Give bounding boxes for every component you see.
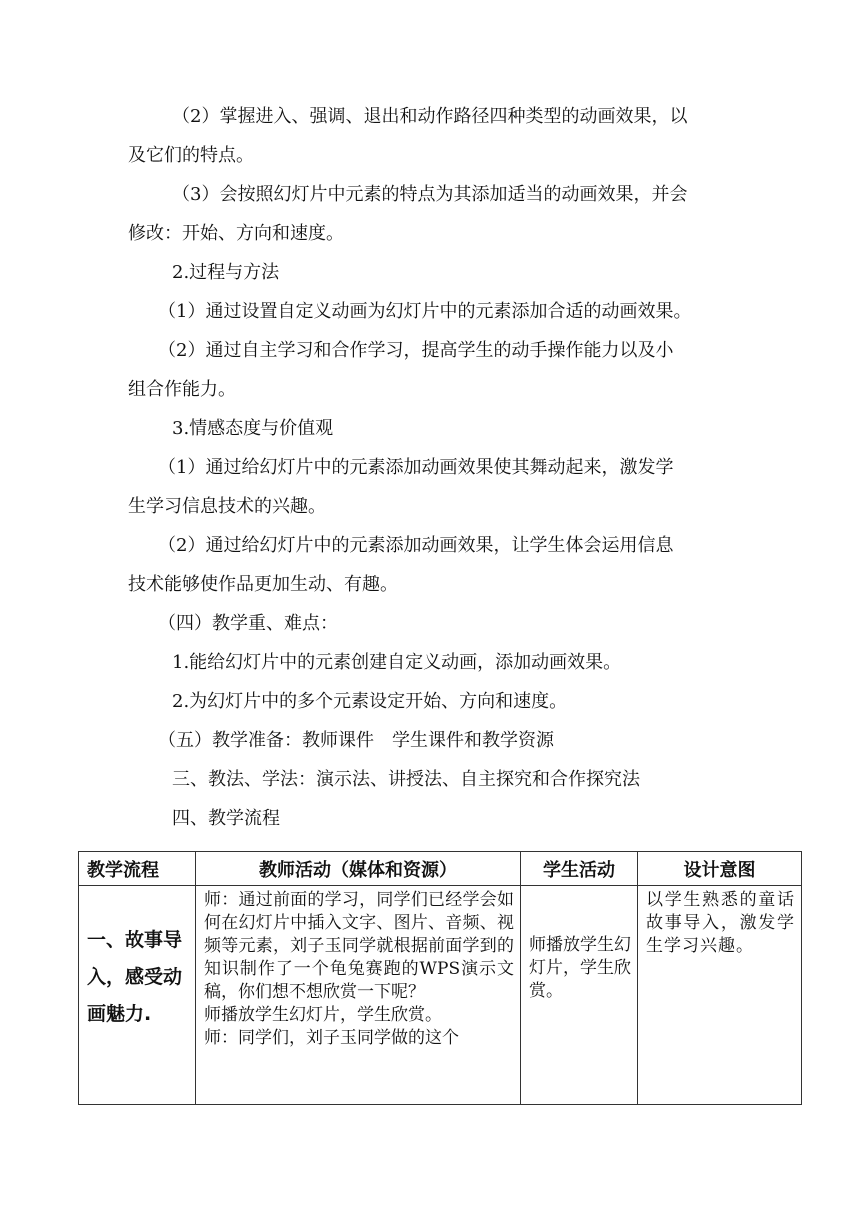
table-header-row <box>79 852 802 886</box>
section-heading: 四、教学流程 <box>172 808 280 829</box>
paragraph-line: （2）通过自主学习和合作学习，提高学生的动手操作能力以及小 <box>158 340 674 361</box>
paragraph-line: 及它们的特点。 <box>128 145 254 166</box>
paragraph-line: （3）会按照幻灯片中元素的特点为其添加适当的动画效果，并会 <box>172 184 688 205</box>
paragraph-line: 1.能给幻灯片中的元素创建自定义动画，添加动画效果。 <box>172 652 622 673</box>
header-teacher-activity: 教师活动（媒体和资源） <box>196 852 521 886</box>
paragraph-line: 修改：开始、方向和速度。 <box>128 223 344 244</box>
section-heading: 三、教法、学法：演示法、讲授法、自主探究和合作探究法 <box>172 769 640 790</box>
teaching-flow-table <box>78 851 802 1105</box>
paragraph-line: （1）通过给幻灯片中的元素添加动画效果使其舞动起来，激发学 <box>158 457 674 478</box>
paragraph-line: 技术能够使作品更加生动、有趣。 <box>128 574 398 595</box>
cell-stage: 一、故事导入，感受动画魅力. <box>79 886 196 1105</box>
paragraph-line: （2）掌握进入、强调、退出和动作路径四种类型的动画效果，以 <box>172 106 688 127</box>
paragraph-line: 生学习信息技术的兴趣。 <box>128 496 326 517</box>
section-heading: （五）教学准备：教师课件 学生课件和教学资源 <box>158 730 554 751</box>
cell-design-intent: 以学生熟悉的童话故事导入，激发学生学习兴趣。 <box>638 886 802 1105</box>
header-design-intent: 设计意图 <box>638 852 802 886</box>
table-row <box>79 886 802 1105</box>
paragraph-line: （1）通过设置自定义动画为幻灯片中的元素添加合适的动画效果。 <box>158 301 692 322</box>
header-student-activity: 学生活动 <box>521 852 638 886</box>
header-stage: 教学流程 <box>79 852 196 886</box>
teacher-text-3: 师：同学们，刘子玉同学做的这个 <box>204 1028 459 1048</box>
paragraph-line: （2）通过给幻灯片中的元素添加动画效果，让学生体会运用信息 <box>158 535 674 556</box>
teacher-text-2: 师播放学生幻灯片，学生欣赏。 <box>204 1005 442 1025</box>
paragraph-line: 组合作能力。 <box>128 379 236 400</box>
teacher-text-1: 师：通过前面的学习，同学们已经学会如何在幻灯片中插入文字、图片、音频、视频等元素，刘子玉同学就根据前面学到的知识制作了一个龟兔赛跑的WPS演示文稿，你们想不想欣赏一下呢？ <box>204 890 514 1002</box>
section-heading: 3.情感态度与价值观 <box>172 418 334 439</box>
paragraph-line: 2.为幻灯片中的多个元素设定开始、方向和速度。 <box>172 691 568 712</box>
cell-teacher-activity <box>196 886 521 1105</box>
section-heading: 2.过程与方法 <box>172 262 280 283</box>
cell-student-activity: 师播放学生幻灯片，学生欣赏。 <box>521 886 638 1105</box>
section-heading: （四）教学重、难点： <box>158 613 338 634</box>
